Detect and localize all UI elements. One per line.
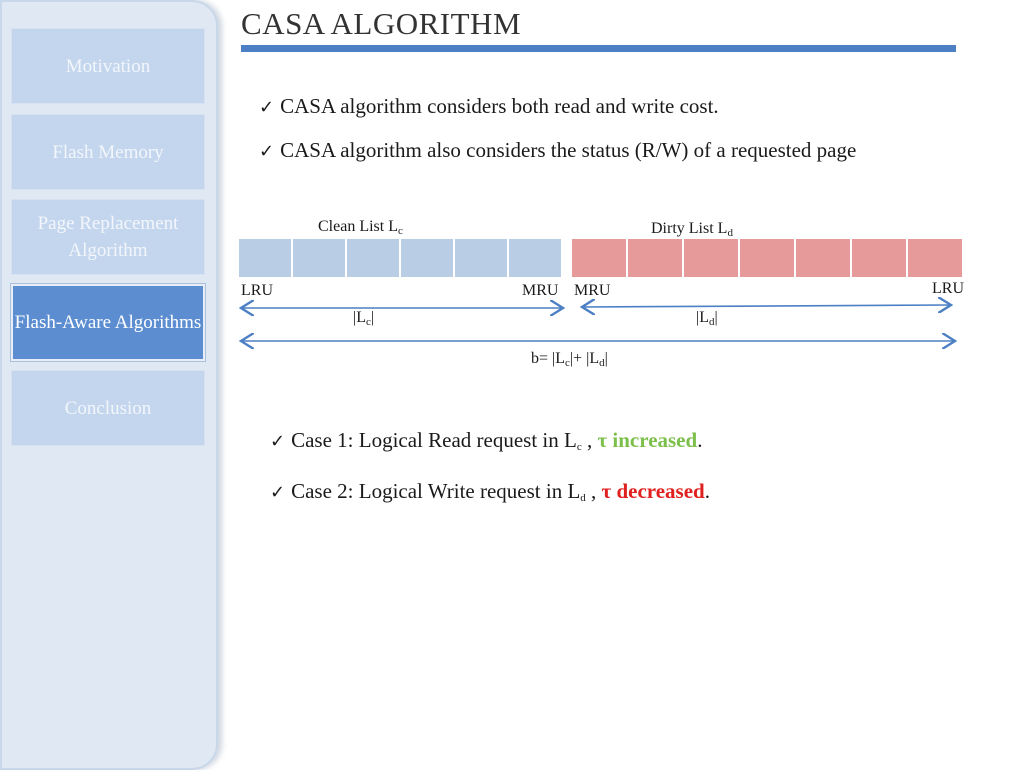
checkmark-icon: ✓ <box>270 482 286 503</box>
total-size-label: $b= |L_c|+ |L_d|$ <box>531 350 608 369</box>
checkmark-icon: ✓ <box>259 97 275 118</box>
nav-item-flash-memory[interactable]: Flash Memory <box>11 114 205 190</box>
tau-decreased: τ decreased <box>601 479 705 503</box>
nav-item-flash-aware-algorithms[interactable]: Flash-Aware Algorithms <box>11 284 205 361</box>
case-2: ✓ Case 2: Logical Write request in $L_d$ , τ decreased. <box>270 479 710 504</box>
clean-lru-label: LRU <box>241 282 273 299</box>
slide-title: CASA ALGORITHM <box>241 6 522 41</box>
bullet-text: CASA algorithm also considers the status (R/W) of a requested page <box>280 138 857 162</box>
dirty-mru-label: MRU <box>574 282 611 299</box>
clean-size-label: $|L_c|$ <box>353 309 375 328</box>
dirty-list-label: Dirty List $L_d$ <box>651 220 733 239</box>
dirty-lru-label: LRU <box>932 280 964 297</box>
nav-item-conclusion[interactable]: Conclusion <box>11 370 205 446</box>
clean-list-label: Clean List $L_c$ <box>318 218 403 237</box>
clean-mru-label: MRU <box>522 282 559 299</box>
nav-item-page-replacement-algorithm[interactable]: Page Replacement Algorithm <box>11 199 205 275</box>
nav-item-motivation[interactable]: Motivation <box>11 28 205 104</box>
dirty-size-label: $|L_d|$ <box>696 309 718 328</box>
checkmark-icon: ✓ <box>259 141 275 162</box>
dirty-size-arrow <box>582 305 951 307</box>
tau-increased: τ increased <box>597 428 698 452</box>
bullet-text: CASA algorithm considers both read and write cost. <box>280 94 719 118</box>
case-1: ✓ Case 1: Logical Read request in $L_c$ , τ increased. <box>270 428 703 453</box>
checkmark-icon: ✓ <box>270 431 286 452</box>
